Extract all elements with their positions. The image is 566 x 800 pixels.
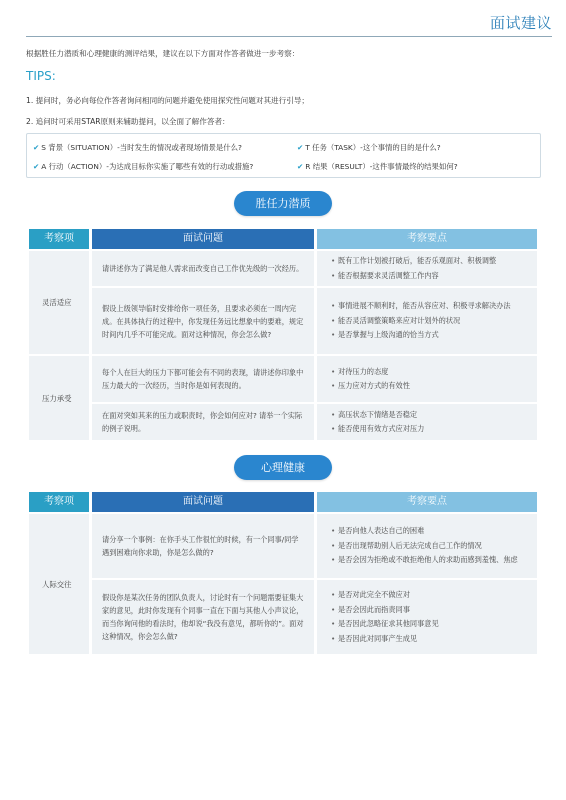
- question-cell: 在面对突如其来的压力或职责时，你会如何应对? 请举一个实际的例子说明。: [92, 404, 314, 440]
- check-icon: ✔: [33, 162, 40, 171]
- star-item-t: [297, 142, 441, 153]
- check-icon: ✔: [297, 162, 304, 171]
- star-text: S 背景（SITUATION）-当时发生的情况或者现场情景是什么?: [41, 143, 242, 152]
- point-item: • 是否出现帮助别人后无法完成自己工作的情况: [331, 540, 527, 553]
- section-title-mental-health: 心理健康: [234, 455, 332, 480]
- tips-title: TIPS:: [26, 69, 56, 83]
- point-item: • 是否会因为拒绝或不敢拒绝他人的求助而感到羞愧、焦虑: [331, 554, 527, 567]
- points-cell: [317, 514, 537, 578]
- star-item-s: [33, 142, 242, 153]
- points-cell: [317, 404, 537, 440]
- table-header-category: 考察项: [29, 492, 89, 512]
- point-item: • 是否对此完全不做应对: [331, 589, 527, 602]
- point-item: • 压力应对方式的有效性: [331, 380, 527, 393]
- point-item: • 对待压力的态度: [331, 366, 527, 379]
- tip-item-1: 1. 提问时，务必向每位作答者询问相同的问题并避免使用探究性问题对其进行引导；: [26, 96, 310, 105]
- star-text: R 结果（RESULT）-这件事情最终的结果如何?: [305, 162, 458, 171]
- star-text: T 任务（TASK）-这个事情的目的是什么?: [305, 143, 441, 152]
- points-cell: [317, 288, 537, 354]
- star-text: A 行动（ACTION）-为达成目标你实施了哪些有效的行动或措施?: [41, 162, 254, 171]
- question-cell: 假设你是某次任务的团队负责人，讨论时有一个问题需要征集大家的意见，此时你发现有个同事一直在下面与其他人小声议论，而当你询问他的看法时，他却说“我没有意见，都听你的”。面对这种情况，你会怎么做?: [92, 580, 314, 654]
- star-item-a: [33, 161, 253, 172]
- check-icon: ✔: [33, 143, 40, 152]
- point-item: • 是否因此对同事产生成见: [331, 633, 527, 646]
- table-header-question: 面试问题: [92, 229, 314, 249]
- star-item-r: [297, 161, 458, 172]
- points-cell: [317, 580, 537, 654]
- point-item: • 能否使用有效方式应对压力: [331, 423, 527, 436]
- point-item: • 是否向他人表达自己的困难: [331, 525, 527, 538]
- table-header-points: 考察要点: [317, 492, 537, 512]
- table-header-category: 考察项: [29, 229, 89, 249]
- point-item: • 高压状态下情绪是否稳定: [331, 409, 527, 422]
- point-item: • 是否会因此而指责同事: [331, 604, 527, 617]
- point-item: • 事情进展不顺利时，能否从容应对、积极寻求解决办法: [331, 300, 527, 313]
- point-item: • 能否根据要求灵活调整工作内容: [331, 270, 527, 283]
- points-cell: [317, 251, 537, 286]
- question-cell: 每个人在巨大的压力下都可能会有不同的表现，请讲述你印象中压力最大的一次经历，当时你是如何表现的。: [92, 356, 314, 402]
- check-icon: ✔: [297, 143, 304, 152]
- intro-text: 根据胜任力潜质和心理健康的测评结果，建议在以下方面对作答者做进一步考察：: [26, 49, 300, 58]
- section-title-competency: 胜任力潜质: [234, 191, 332, 216]
- question-cell: 请分享一个事例：在你手头工作很忙的时候，有一个同事/同学遇到困难向你求助，你是怎么做的?: [92, 514, 314, 578]
- category-cell: 人际交往: [29, 514, 89, 654]
- question-cell: 假设上级领导临时安排给你一项任务，且要求必须在一周内完成。在具体执行的过程中，你发现任务远比想象中的要难，规定时间内几乎不可能完成。面对这种情况，你会怎么做?: [92, 288, 314, 354]
- question-cell: 请讲述你为了满足他人需求而改变自己工作优先级的一次经历。: [92, 251, 314, 286]
- category-cell: 灵活适应: [29, 251, 89, 354]
- header-divider: [26, 36, 552, 37]
- table-header-question: 面试问题: [92, 492, 314, 512]
- category-cell: 压力承受: [29, 356, 89, 440]
- point-item: • 是否因此忽略征求其他同事意见: [331, 618, 527, 631]
- tip-item-2: 2. 追问时可采用STAR原则来辅助提问，以全面了解作答者：: [26, 117, 230, 126]
- page-title: 面试建议: [489, 14, 552, 32]
- table-header-points: 考察要点: [317, 229, 537, 249]
- star-box: [26, 133, 541, 178]
- point-item: • 是否掌握与上级沟通的恰当方式: [331, 329, 527, 342]
- point-item: • 能否灵活调整策略来应对计划外的状况: [331, 315, 527, 328]
- points-cell: [317, 356, 537, 402]
- point-item: • 既有工作计划被打破后，能否乐观面对、积极调整: [331, 255, 527, 268]
